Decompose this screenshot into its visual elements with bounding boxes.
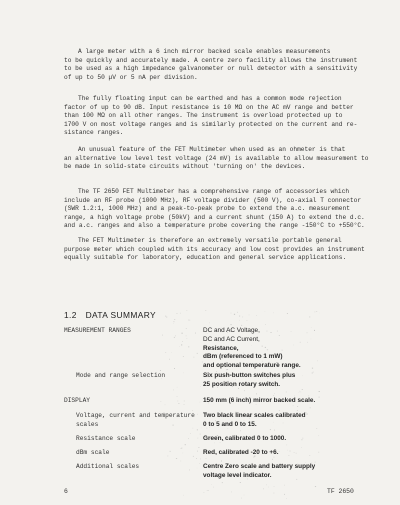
scan-speck	[182, 341, 183, 342]
summary-value-line: and optional temperature range.	[203, 362, 301, 370]
scan-speck	[197, 353, 198, 354]
scan-speck	[205, 310, 206, 311]
scan-speck	[198, 447, 199, 448]
scan-speck	[239, 320, 240, 321]
paragraph-line: than 100 MΩ on all other ranges. The instrument is overload protected up to	[64, 112, 343, 120]
scan-speck	[200, 459, 201, 460]
paragraph-line: include an RF probe (1000 MHz), RF voltage divider (500 V), co-axial T connector	[64, 196, 362, 204]
scan-speck	[166, 317, 167, 318]
scan-speck	[160, 370, 161, 371]
scan-speck	[165, 316, 166, 317]
summary-value-line: dBm (referenced to 1 mW)	[203, 353, 283, 361]
summary-label-line: Additional scales	[76, 463, 140, 470]
scan-speck	[319, 391, 320, 392]
paragraph-line: factor of up to 90 dB. Input resistance is 10 MΩ on the AC mV range and better	[64, 103, 354, 111]
scan-speck	[286, 392, 287, 393]
scan-speck	[183, 356, 184, 357]
summary-label	[76, 449, 216, 458]
paragraph-line: purpose meter which coupled with its accuracy and low cost provides an instrument	[64, 245, 365, 253]
scan-speck	[234, 314, 235, 315]
summary-value-line: Two black linear scales calibrated	[203, 412, 306, 419]
scan-speck	[230, 324, 231, 325]
paragraph-line: The FET Multimeter is therefore an extremely versatile portable general	[78, 237, 342, 244]
scan-speck	[273, 395, 274, 396]
scan-speck	[174, 319, 175, 320]
summary-value-line: 150 mm (6 inch) mirror backed scale.	[203, 397, 316, 404]
scan-speck	[221, 461, 222, 462]
scan-speck	[315, 486, 316, 487]
summary-value	[203, 435, 393, 444]
scan-speck	[208, 490, 209, 491]
summary-value-line: Resistance,	[203, 344, 239, 352]
scan-speck	[297, 410, 298, 411]
summary-label	[64, 327, 204, 336]
paragraph-line: An unusual feature of the FET Multimeter when used as an ohmeter is that	[78, 146, 346, 153]
section-heading	[64, 310, 156, 320]
scan-speck	[297, 406, 298, 407]
scan-speck	[256, 394, 257, 395]
scan-speck	[174, 368, 175, 369]
scan-speck	[187, 338, 188, 339]
paragraph-3	[64, 146, 382, 172]
scan-speck	[221, 460, 222, 461]
paragraph-line: equally suitable for laboratory, education and general service applications.	[64, 254, 347, 262]
scan-speck	[181, 344, 182, 345]
scan-speck	[315, 312, 316, 313]
scan-speck	[196, 458, 197, 459]
summary-value	[203, 372, 393, 390]
scan-speck	[245, 390, 246, 391]
summary-value	[203, 327, 393, 371]
scan-speck	[240, 430, 241, 431]
scan-speck	[171, 352, 172, 353]
scan-speck	[185, 444, 186, 445]
scan-speck	[287, 313, 288, 314]
paragraph-line: be made in solid-state circuits without 'turning on' the devices.	[64, 163, 306, 171]
scan-speck	[237, 312, 238, 313]
scan-speck	[268, 487, 269, 488]
summary-value	[203, 397, 393, 406]
paragraph-line: (SWR 1.2:1, 1000 MHz) and a peak-to-peak probe to extend the a.c. measurement	[64, 205, 350, 213]
scan-speck	[188, 320, 189, 321]
summary-label-line: Mode and range selection	[76, 372, 166, 379]
section-title: DATA SUMMARY	[85, 310, 156, 320]
summary-label	[76, 435, 216, 444]
scan-speck	[256, 315, 257, 316]
scan-speck	[173, 323, 174, 324]
summary-value-line: Red, calibrated -20 to +6.	[203, 449, 279, 456]
paragraph-line: to be used as a high impedance galvanometer or null detector with a sensitivity	[64, 65, 358, 73]
summary-label-line: Resistance scale	[76, 435, 136, 442]
summary-label	[64, 397, 204, 406]
scan-speck	[240, 482, 241, 483]
scan-speck	[286, 445, 287, 446]
paragraph-line: The fully floating input can be earthed and has a common mode rejection	[78, 95, 342, 102]
summary-label-line: DISPLAY	[64, 397, 90, 404]
scan-speck	[273, 493, 274, 494]
paragraph-line: to be quickly and accurately made. A centre zero facility allows the instrument	[64, 56, 358, 64]
scan-speck	[249, 315, 250, 316]
summary-value-line: 25 position rotary switch.	[203, 380, 281, 388]
scan-speck	[200, 386, 201, 387]
summary-label-line: Voltage, current and temperature	[76, 412, 195, 419]
scan-speck	[231, 492, 232, 493]
paragraph-line: The TF 2650 FET Multimeter has a comprehensive range of accessories which	[78, 188, 350, 195]
scan-speck	[272, 459, 273, 460]
scan-speck	[242, 317, 243, 318]
scan-speck	[222, 482, 223, 483]
summary-value-line: Centre Zero scale and battery supply	[203, 463, 316, 470]
summary-label-line: dBm scale	[76, 449, 110, 456]
summary-label-line: scales	[76, 420, 99, 428]
paragraph-line: sistance ranges.	[64, 129, 124, 137]
paragraph-line: 1700 V on most voltage ranges and is similarly protected on the current and re-	[64, 120, 358, 128]
scan-speck	[247, 320, 248, 321]
scan-speck	[241, 325, 242, 326]
scan-speck	[189, 346, 190, 347]
scan-speck	[194, 357, 195, 358]
summary-label	[76, 463, 216, 472]
paragraph-line: range, a high voltage probe (50kV) and a current shunt (150 A) to extend the d.c.	[64, 213, 365, 221]
paragraph-line: of up to 50 µV or 5 nA per division.	[64, 73, 198, 81]
section-number: 1.2	[64, 310, 77, 320]
scan-speck	[286, 498, 287, 499]
scan-speck	[284, 494, 285, 495]
page-number: 6	[64, 488, 68, 495]
summary-label	[76, 372, 216, 381]
paragraph-4	[64, 188, 382, 231]
model-number: TF 2650	[327, 488, 354, 495]
scan-speck	[310, 407, 311, 408]
summary-value	[203, 463, 393, 481]
summary-value-line: Six push-button switches plus	[203, 372, 296, 379]
summary-value-line: 0 to 5 and 0 to 15.	[203, 420, 257, 428]
summary-value	[203, 412, 393, 430]
scan-speck	[279, 410, 280, 411]
paragraph-1	[64, 48, 382, 82]
scan-speck	[239, 316, 240, 317]
scan-speck	[213, 487, 214, 488]
scan-speck	[211, 484, 212, 485]
paragraph-line: an alternative low level test voltage (24 mV) is available to allow measurement to	[64, 154, 369, 162]
scan-speck	[180, 461, 181, 462]
summary-value-line: DC and AC Voltage,	[203, 327, 260, 334]
summary-label-line: MEASUREMENT RANGES	[64, 327, 131, 334]
summary-value	[203, 449, 393, 458]
scan-speck	[204, 493, 205, 494]
scan-speck	[176, 458, 177, 459]
paragraph-5	[64, 237, 382, 263]
scan-speck	[169, 359, 170, 360]
paragraph-2	[64, 95, 382, 138]
paragraph-line: A large meter with a 6 inch mirror backed scale enables measurements	[78, 48, 331, 55]
summary-label	[76, 412, 216, 430]
scan-speck	[174, 337, 175, 338]
scan-speck	[173, 321, 174, 322]
scan-speck	[177, 313, 178, 314]
scan-speck	[309, 316, 310, 317]
scan-speck	[274, 430, 275, 431]
paragraph-line: and a.c. ranges and also a temperature probe covering the range -150°C to +550°C.	[64, 222, 365, 230]
summary-value-line: voltage level indicator.	[203, 471, 272, 479]
summary-value-line: DC and AC Current,	[203, 335, 260, 343]
summary-value-line: Green, calibrated 0 to 1000.	[203, 435, 287, 442]
scan-speck	[177, 387, 178, 388]
